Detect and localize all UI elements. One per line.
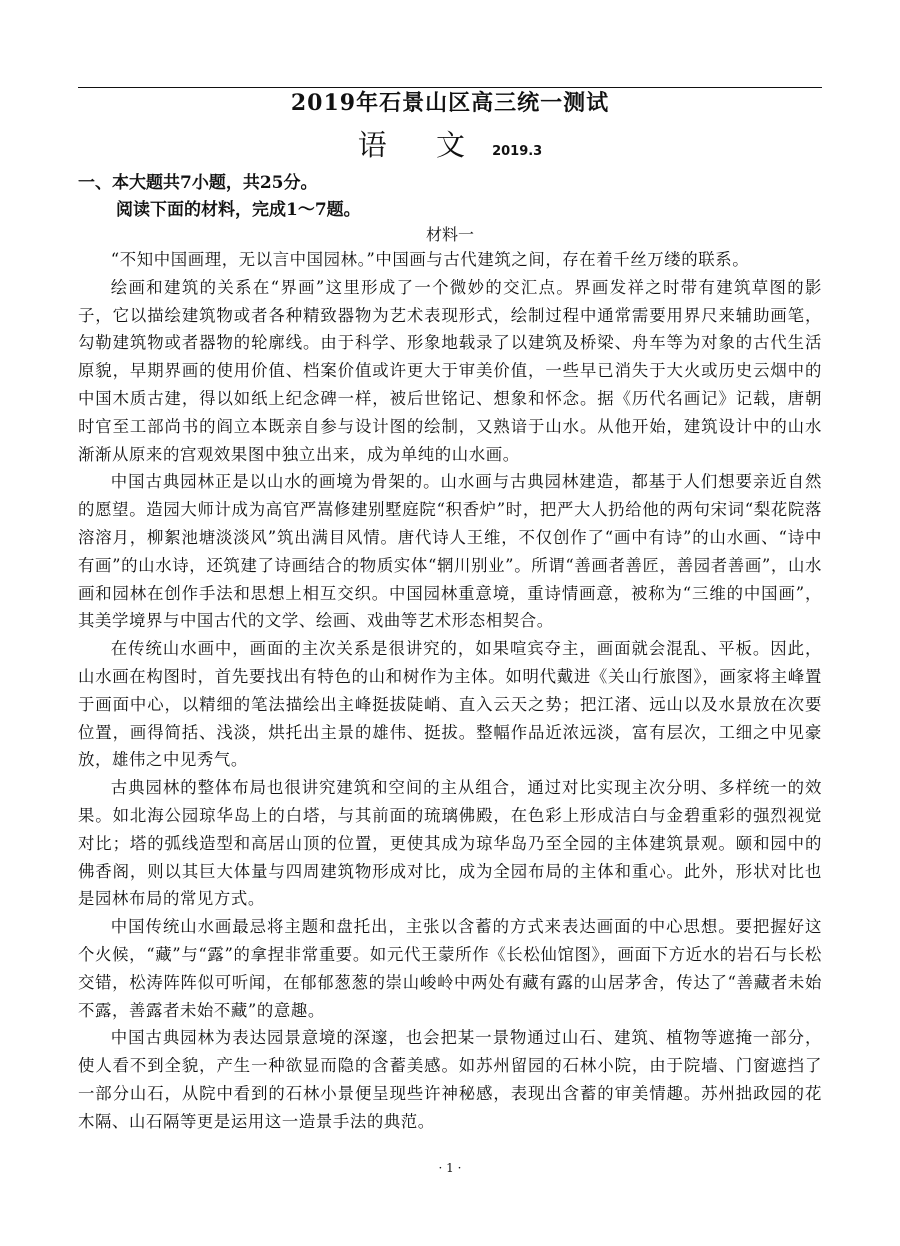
material-heading: 材料一 xyxy=(425,225,474,244)
section-instruction: 阅读下面的材料，完成1～7题。 xyxy=(116,200,361,220)
exam-title: 2019年石景山区高三统一测试 xyxy=(290,90,610,116)
material-body xyxy=(78,246,822,1136)
exam-date: 2019.3 xyxy=(492,144,543,159)
paragraph: 中国传统山水画最忌将主题和盘托出，主张以含蓄的方式来表达画面的中心思想。要把握好这个火候，“藏”与“露”的拿捏非常重要。如元代王蒙所作《长松仙馆图》，画面下方近水的岩石与长松交错，松涛阵阵似可听闻，在郁郁葱葱的崇山峻岭中两处有藏有露的山居茅舍，传达了“善藏者未始不露，善露者未始不藏”的意趣。 xyxy=(78,917,822,1020)
paragraph: 绘画和建筑的关系在“界画”这里形成了一个微妙的交汇点。界画发祥之时带有建筑草图的影子，它以描绘建筑物或者各种精致器物为艺术表现形式，绘制过程中通常需要用界尺来辅助画笔，勾勒建筑物或者器物的轮廓线。由于科学、形象地载录了以建筑及桥梁、舟车等为对象的古代生活原貌，早期界画的使用价值、档案价值或许更大于审美价值，一些早已消失于大火或历史云烟中的中国木质古建，得以如纸上纪念碑一样，被后世铭记、想象和怀念。据《历代名画记》记载，唐朝时官至工部尚书的阎立本既亲自参与设计图的绘制，又熟谙于山水。从他开始，建筑设计中的山水渐渐从原来的宫观效果图中独立出来，成为单纯的山水画。 xyxy=(78,277,822,464)
paragraph: 古典园林的整体布局也很讲究建筑和空间的主从组合，通过对比实现主次分明、多样统一的效果。如北海公园琼华岛上的白塔，与其前面的琉璃佛殿，在色彩上形成洁白与金碧重彩的强烈视觉对比；塔的弧线造型和高居山顶的位置，更使其成为琼华岛乃至全园的主体建筑景观。颐和园中的佛香阁，则以其巨大体量与四周建筑物形成对比，成为全园布局的主体和重心。此外，形状对比也是园林布局的常见方式。 xyxy=(78,778,822,909)
paragraph: 中国古典园林为表达园景意境的深邃，也会把某一景物通过山石、建筑、植物等遮掩一部分，使人看不到全貌，产生一种欲显而隐的含蓄美感。如苏州留园的石林小院，由于院墙、门窗遮挡了一部分山石，从院中看到的石林小景便呈现些许神秘感，表现出含蓄的审美情趣。苏州拙政园的花木隔、山石隔等更是运用这一造景手法的典范。 xyxy=(78,1028,822,1131)
paragraph: 中国古典园林正是以山水的画境为骨架的。山水画与古典园林建造，都基于人们想要亲近自然的愿望。造园大师计成为高官严嵩修建别墅庭院“积香炉”时，把严大人扔给他的两句宋词“梨花院落溶溶月，柳絮池塘淡淡风”筑出满目风情。唐代诗人王维，不仅创作了“画中有诗”的山水画、“诗中有画”的山水诗，还筑建了诗画结合的物质实体“辋川别业”。所谓“善画者善匠，善园者善画”，山水画和园林在创作手法和思想上相互交织。中国园林重意境，重诗情画意，被称为“三维的中国画”，其美学境界与中国古代的文学、绘画、戏曲等艺术形态相契合。 xyxy=(78,472,822,631)
subject-name: 语 文 xyxy=(357,128,485,162)
paragraph: 在传统山水画中，画面的主次关系是很讲究的，如果喧宾夺主，画面就会混乱、平板。因此，山水画在构图时，首先要找出有特色的山和树作为主体。如明代戴进《关山行旅图》，画家将主峰置于画面中心，以精细的笔法描绘出主峰挺拔陡峭、直入云天之势；把江渚、远山以及水景放在次要位置，画得简括、浅淡，烘托出主景的雄伟、挺拔。整幅作品近浓远淡，富有层次，工细之中见豪放，雄伟之中见秀气。 xyxy=(78,639,822,770)
section-title: 一、本大题共7小题，共25分。 xyxy=(78,173,318,193)
subject-line xyxy=(0,127,900,163)
header-rule xyxy=(78,87,822,88)
page-number: · 1 · xyxy=(438,1161,462,1175)
paragraph: “不知中国画理，无以言中国园林。”中国画与古代建筑之间，存在着千丝万缕的联系。 xyxy=(110,250,750,269)
